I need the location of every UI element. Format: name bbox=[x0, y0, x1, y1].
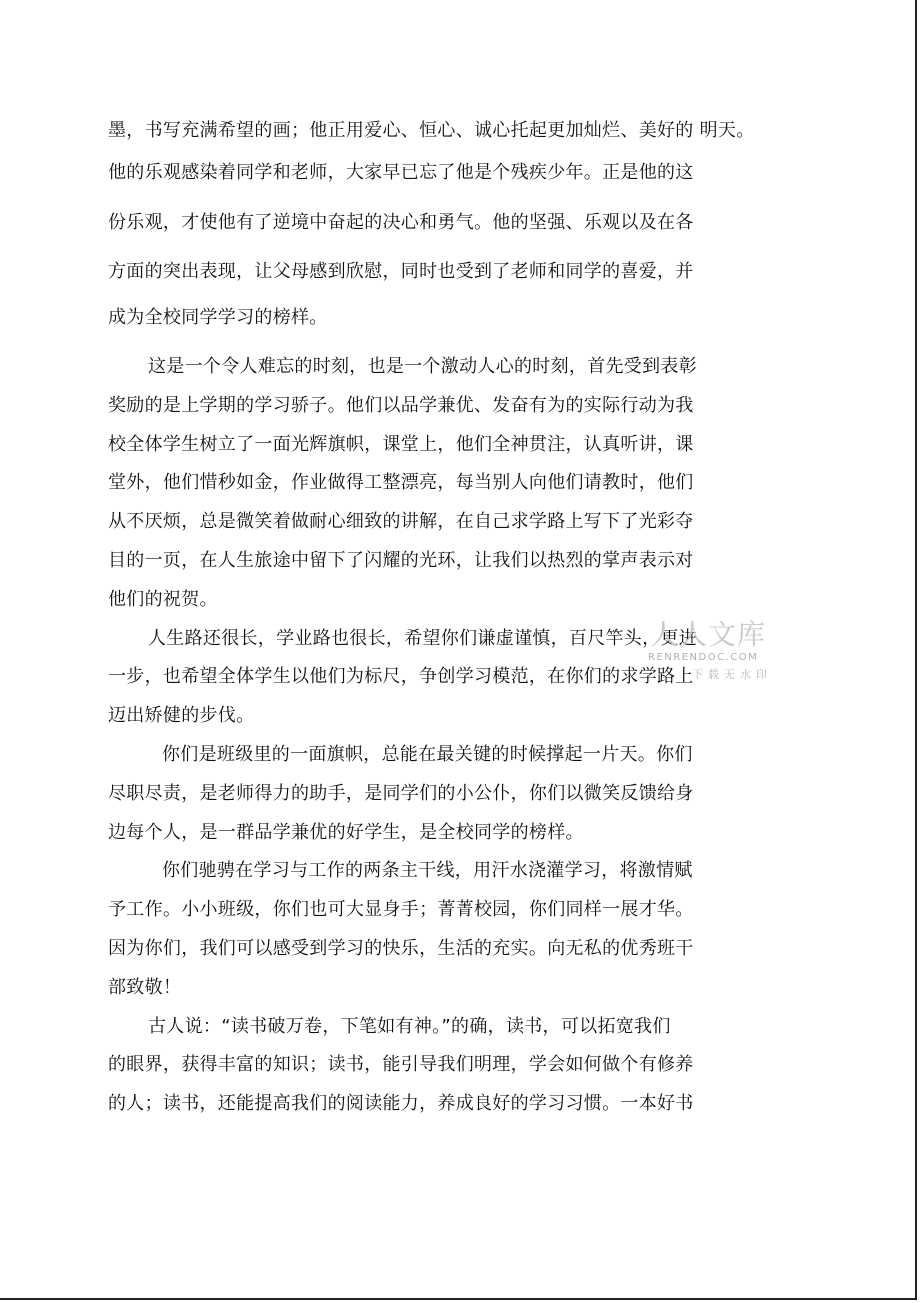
text-line: 堂外，他们惜秒如金，作业做得工整漂亮，每当别人向他们请教时，他们 bbox=[108, 472, 694, 493]
text-line: 迈出矫健的步伐。 bbox=[108, 705, 255, 726]
text-line: 校全体学生树立了一面光辉旗帜，课堂上，他们全神贯注，认真听讲，课 bbox=[108, 434, 694, 455]
text-line: 这是一个令人难忘的时刻，也是一个激动人心的时刻，首先受到表彰 bbox=[148, 356, 697, 377]
text-line: 的人；读书，还能提高我们的阅读能力，养成良好的学习习惯。一本好书 bbox=[108, 1093, 694, 1114]
text-line: 尽职尽责，是老师得力的助手，是同学们的小公仆，你们以微笑反馈给身 bbox=[108, 783, 694, 804]
text-line: 墨，书写充满希望的画；他正用爱心、恒心、诚心托起更加灿烂、美好的 明天。 bbox=[108, 120, 755, 141]
text-line: 方面的突出表现，让父母感到欣慰，同时也受到了老师和同学的喜爱，并 bbox=[108, 261, 694, 282]
text-line: 你们是班级里的一面旗帜，总能在最关键的时候撑起一片天。你们 bbox=[162, 744, 693, 765]
text-line: 成为全校同学学习的榜样。 bbox=[108, 307, 328, 328]
text-line: 因为你们，我们可以感受到学习的快乐，生活的充实。向无私的优秀班干 bbox=[108, 938, 694, 959]
text-line: 边每个人，是一群品学兼优的好学生，是全校同学的榜样。 bbox=[108, 822, 584, 843]
text-line: 人生路还很长，学业路也很长，希望你们谦虚谨慎，百尺竿头，更进 bbox=[148, 628, 697, 649]
text-line: 他的乐观感染着同学和老师，大家早已忘了他是个残疾少年。正是他的这 bbox=[108, 162, 694, 183]
watermark bbox=[640, 618, 780, 688]
text-line: 的眼界，获得丰富的知识；读书，能引导我们明理，学会如何做个有修养 bbox=[108, 1054, 694, 1075]
text-line: 古人说：“读书破万卷，下笔如有神。”的确，读书，可以拓宽我们 bbox=[148, 1016, 671, 1037]
text-line: 目的一页，在人生旅途中留下了闪耀的光环，让我们以热烈的掌声表示对 bbox=[108, 550, 694, 571]
text-line: 一步，也希望全体学生以他们为标尺，争创学习模范，在你们的求学路上 bbox=[108, 666, 694, 687]
text-line: 予工作。小小班级，你们也可大显身手；菁菁校园，你们同样一展才华。 bbox=[108, 899, 694, 920]
watermark-logo-text: 人人文库 bbox=[650, 618, 767, 651]
watermark-subtitle: 下载无水印 bbox=[692, 668, 772, 681]
text-line: 奖励的是上学期的学习骄子。他们以品学兼优、发奋有为的实际行动为我 bbox=[108, 395, 694, 416]
text-line: 部致敬！ bbox=[108, 977, 182, 998]
text-line: 他们的祝贺。 bbox=[108, 589, 218, 610]
watermark-url: RENRENDOC.COM bbox=[648, 652, 759, 663]
text-line: 从不厌烦，总是微笑着做耐心细致的讲解，在自己求学路上写下了光彩夺 bbox=[108, 511, 694, 532]
text-line: 你们驰骋在学习与工作的两条主干线，用汗水浇灌学习，将激情赋 bbox=[162, 860, 693, 881]
text-line: 份乐观，才使他有了逆境中奋起的决心和勇气。他的坚强、乐观以及在各 bbox=[108, 212, 694, 233]
